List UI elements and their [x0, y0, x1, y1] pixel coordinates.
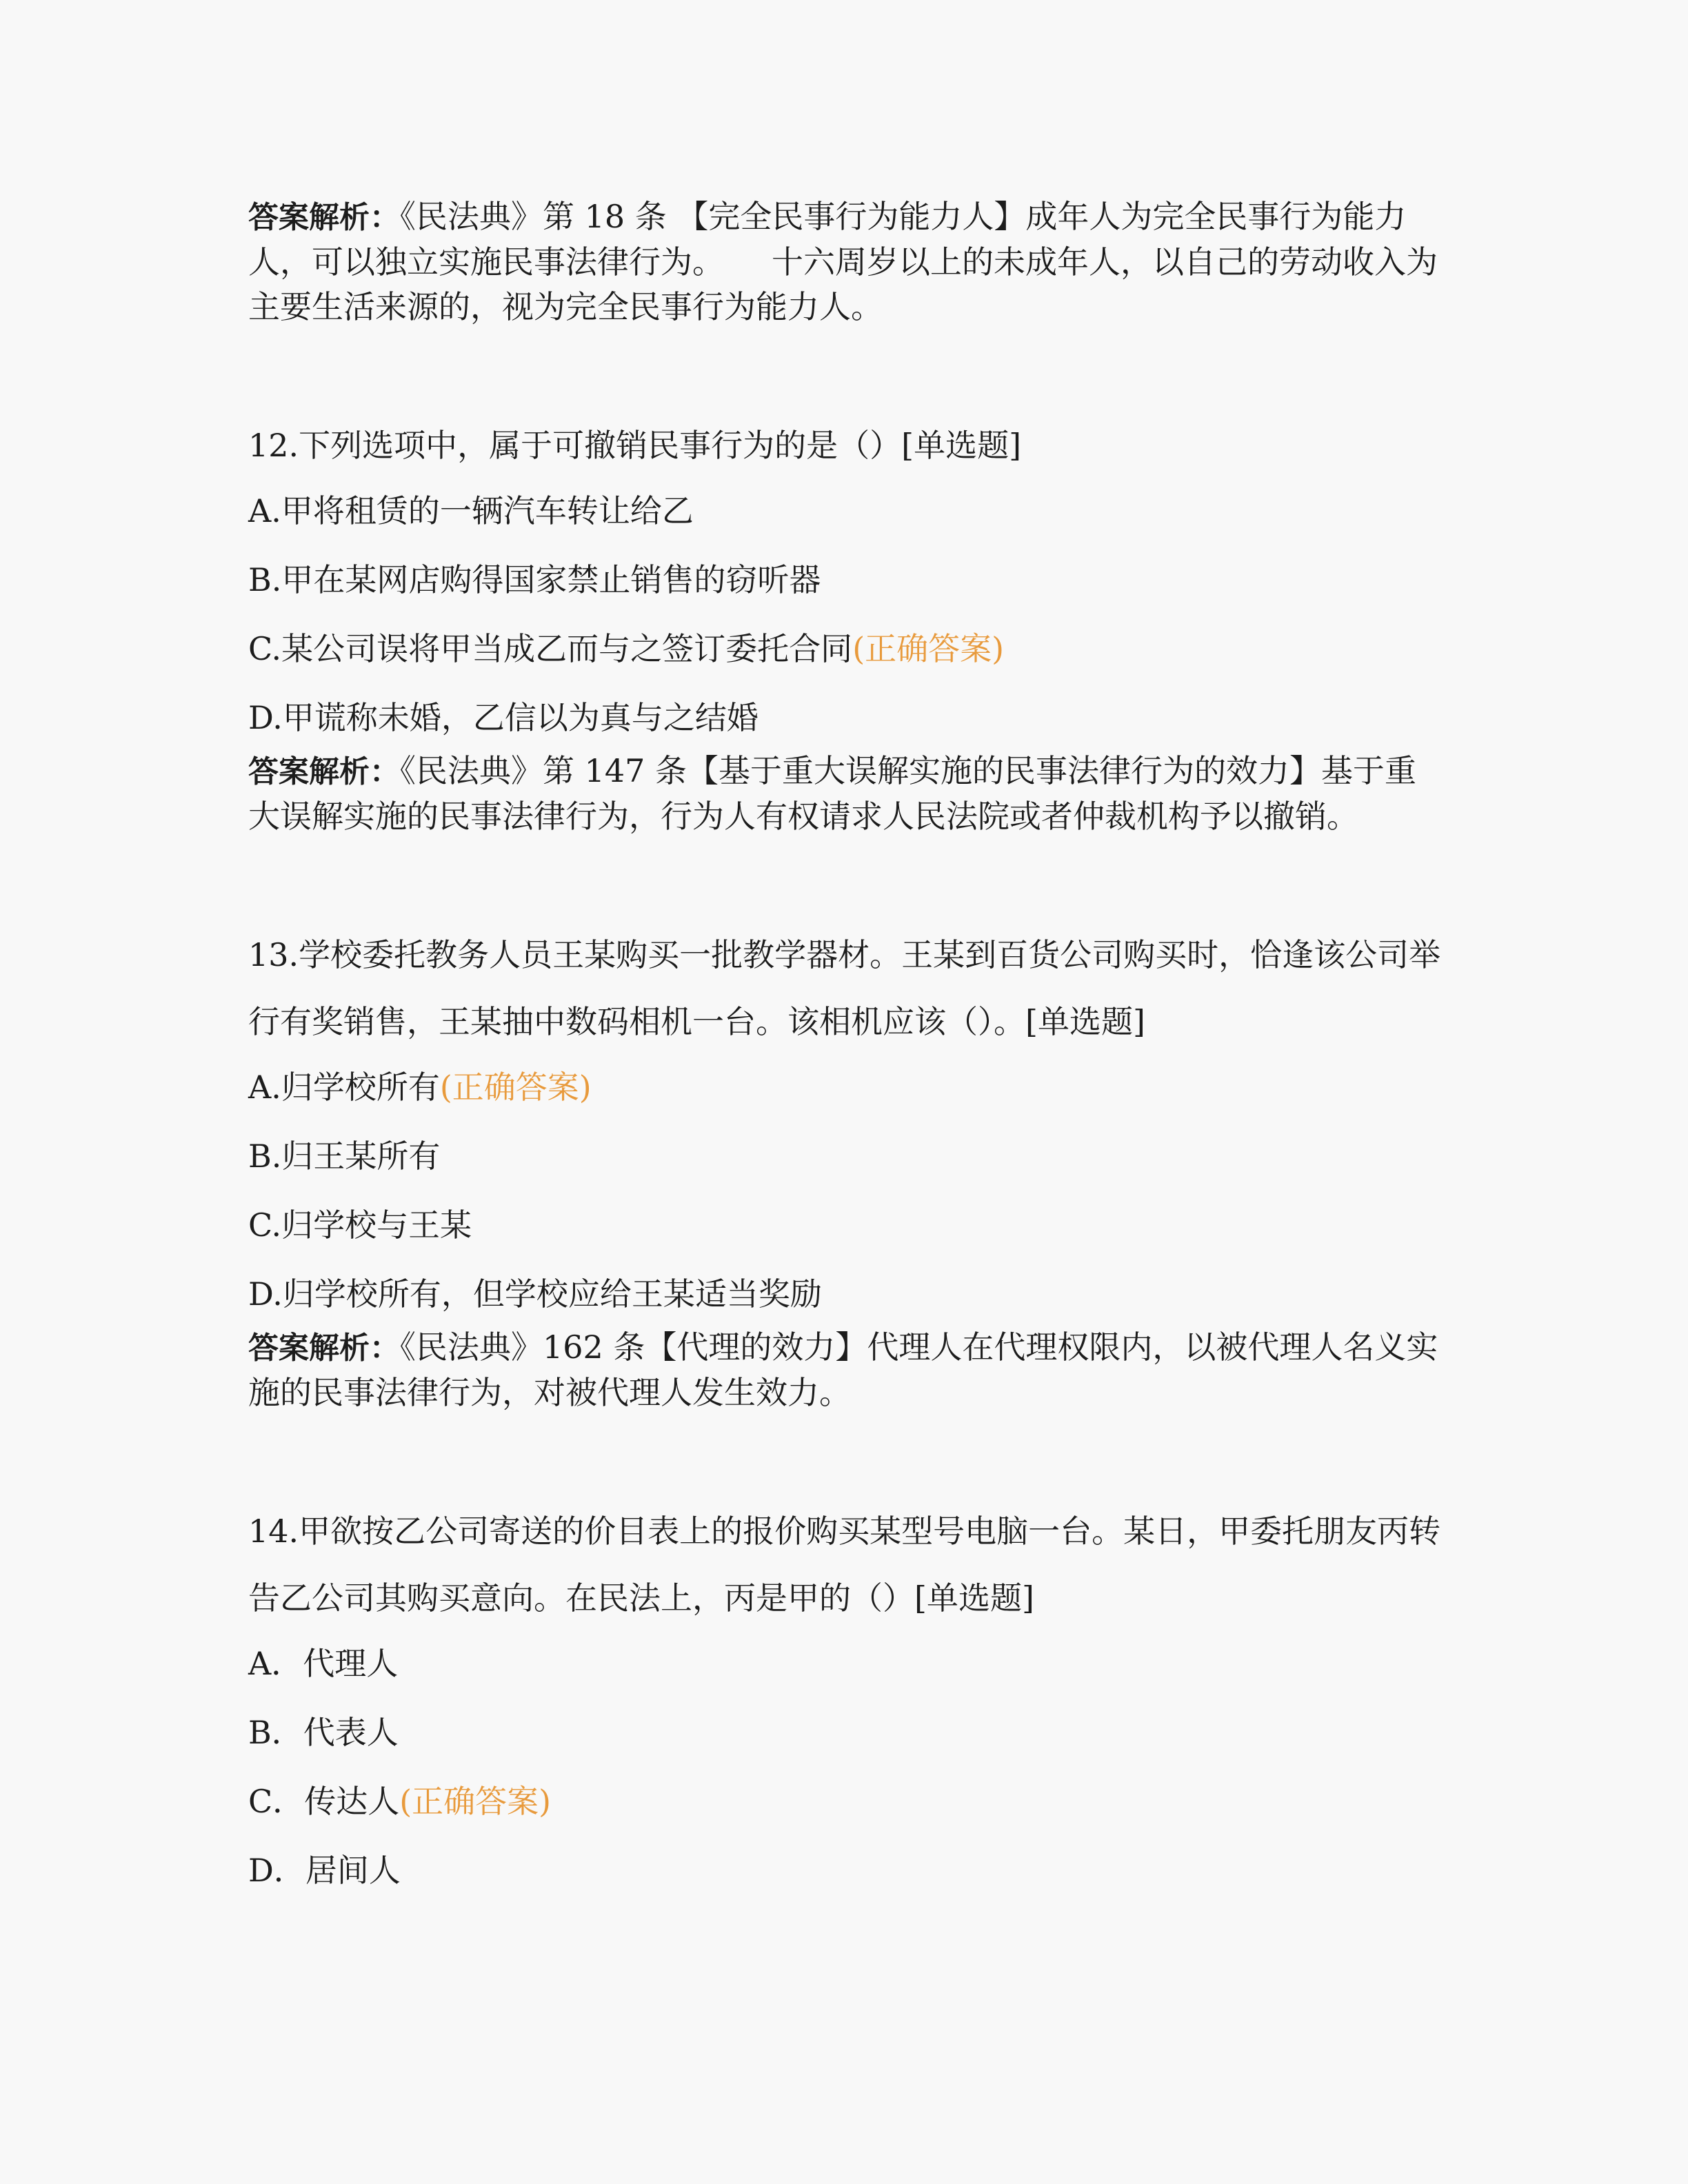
explanation-text: 《民法典》第 18 条 【完全民事行为能力人】成年人为完全民事行为能力人，可以独立实施民事法律行为。 十六周岁以上的未成年人，以自己的劳动收入为主要生活来源的，视为完全民事行为能力人。 — [248, 198, 1438, 325]
option-c — [248, 627, 1448, 671]
question-block-14 — [248, 1498, 1448, 1893]
explanation-label: 答案解析： — [248, 754, 400, 789]
correct-answer-marker: (正确答案) — [439, 1069, 592, 1106]
option-a — [248, 1065, 1448, 1110]
correct-answer-marker: (正确答案) — [852, 630, 1005, 667]
intro-explanation — [248, 194, 1448, 330]
question-text: 12.下列选项中，属于可撤销民事行为的是（）[单选题] — [248, 427, 1022, 464]
question-block-12 — [248, 412, 1448, 839]
option-b: B.甲在某网店购得国家禁止销售的窃听器 — [248, 561, 821, 598]
option-d: D．居间人 — [248, 1852, 401, 1889]
option-d: D.归学校所有，但学校应给王某适当奖励 — [248, 1275, 822, 1313]
option-a: A.甲将租赁的一辆汽车转让给乙 — [248, 492, 694, 529]
option-b: B．代表人 — [248, 1714, 399, 1751]
option-c-text: C．传达人 — [248, 1783, 400, 1820]
option-d: D.甲谎称未婚，乙信以为真与之结婚 — [248, 699, 758, 736]
explanation — [248, 749, 1448, 839]
question-block-13 — [248, 922, 1448, 1415]
explanation-label: 答案解析： — [248, 1331, 400, 1366]
option-c: C.归学校与王某 — [248, 1206, 472, 1244]
spacer — [248, 1415, 1448, 1498]
option-c-text: C.某公司误将甲当成乙而与之签订委托合同 — [248, 630, 853, 667]
option-b: B.归王某所有 — [248, 1138, 441, 1175]
explanation — [248, 1325, 1448, 1415]
explanation-text: 《民法典》第 147 条【基于重大误解实施的民事法律行为的效力】基于重大误解实施的民事法律行为，行为人有权请求人民法院或者仲裁机构予以撤销。 — [248, 752, 1417, 835]
document-page — [248, 194, 1448, 1901]
spacer — [248, 839, 1448, 922]
question-text: 13.学校委托教务人员王某购买一批教学器材。王某到百货公司购买时，恰逢该公司举行有奖销售，王某抽中数码相机一台。该相机应该（）。[单选题] — [248, 936, 1441, 1040]
option-a: A．代理人 — [248, 1645, 399, 1682]
explanation-text: 《民法典》162 条【代理的效力】代理人在代理权限内，以被代理人名义实施的民事法律行为，对被代理人发生效力。 — [248, 1328, 1438, 1411]
option-a-text: A.归学校所有 — [248, 1069, 440, 1106]
correct-answer-marker: (正确答案) — [399, 1783, 552, 1820]
question-text: 14.甲欲按乙公司寄送的价目表上的报价购买某型号电脑一台。某日，甲委托朋友丙转告乙公司其购买意向。在民法上，丙是甲的（）[单选题] — [248, 1513, 1441, 1617]
option-c — [248, 1779, 1448, 1824]
explanation-label: 答案解析： — [248, 200, 400, 235]
spacer — [248, 330, 1448, 412]
